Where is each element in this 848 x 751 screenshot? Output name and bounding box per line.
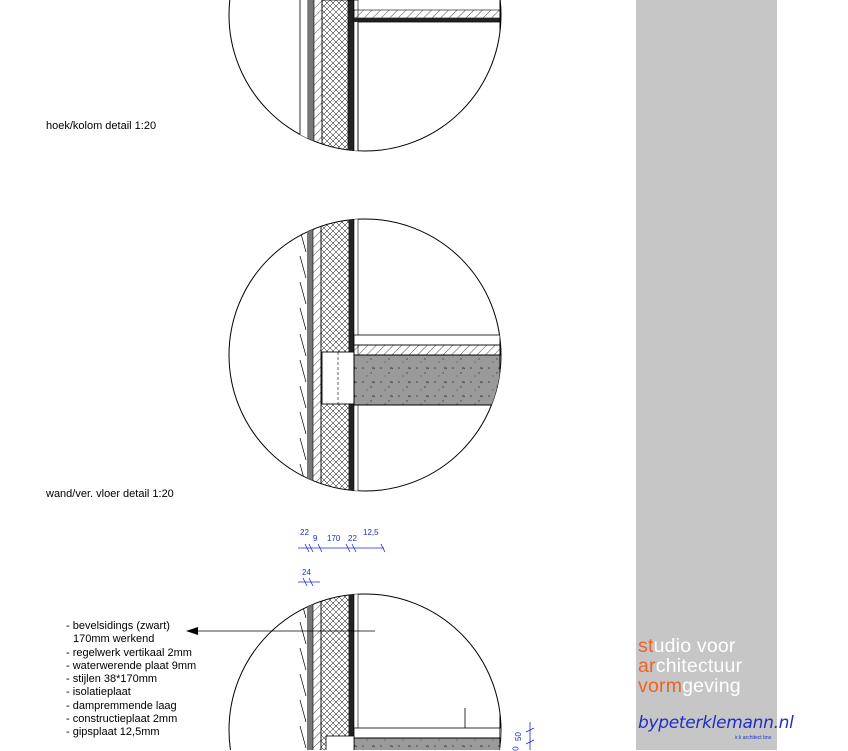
logo-line-1: studio voor <box>638 635 736 657</box>
dimension-label: 22 <box>348 534 357 543</box>
dimension-label: 22 <box>300 528 309 537</box>
dimension-label: 50 <box>513 732 523 741</box>
corner-detail <box>229 0 505 170</box>
spec-item: - constructieplaat 2mm <box>66 713 178 726</box>
dimension-label: 12,5 <box>363 528 379 537</box>
spec-item: - bevelsidings (zwart) <box>66 620 170 632</box>
spec-item: 170mm werkend <box>73 633 155 646</box>
logo-line-3: vormgeving <box>638 675 741 697</box>
material-spec-list <box>66 620 196 740</box>
spec-item: - isolatieplaat <box>66 686 131 699</box>
logo-line-2: architectuur <box>638 655 743 677</box>
website-link[interactable]: bypeterklemann.nl <box>638 713 794 733</box>
wall-floor-detail-caption: wand/ver. vloer detail 1:20 <box>46 488 174 500</box>
spec-item: - regelwerk vertikaal 2mm <box>66 646 192 659</box>
dimension-label: 0 <box>511 746 521 751</box>
wall-floor-detail <box>229 215 505 505</box>
spec-item: - dampremmende laag <box>66 699 177 712</box>
spec-item: - waterwerende plaat 9mm <box>66 659 197 672</box>
bottom-detail <box>229 590 504 750</box>
studio-logo <box>638 636 788 696</box>
corner-detail-caption: hoek/kolom detail 1:20 <box>46 120 157 132</box>
tagline: ir.k architect bno <box>735 735 772 741</box>
dimension-label: 9 <box>313 534 318 543</box>
spec-item: - stijlen 38*170mm <box>66 673 158 686</box>
dimension-label: 170 <box>327 534 341 543</box>
spec-item: - gipsplaat 12,5mm <box>66 726 160 739</box>
dimension-label: 24 <box>302 568 311 577</box>
